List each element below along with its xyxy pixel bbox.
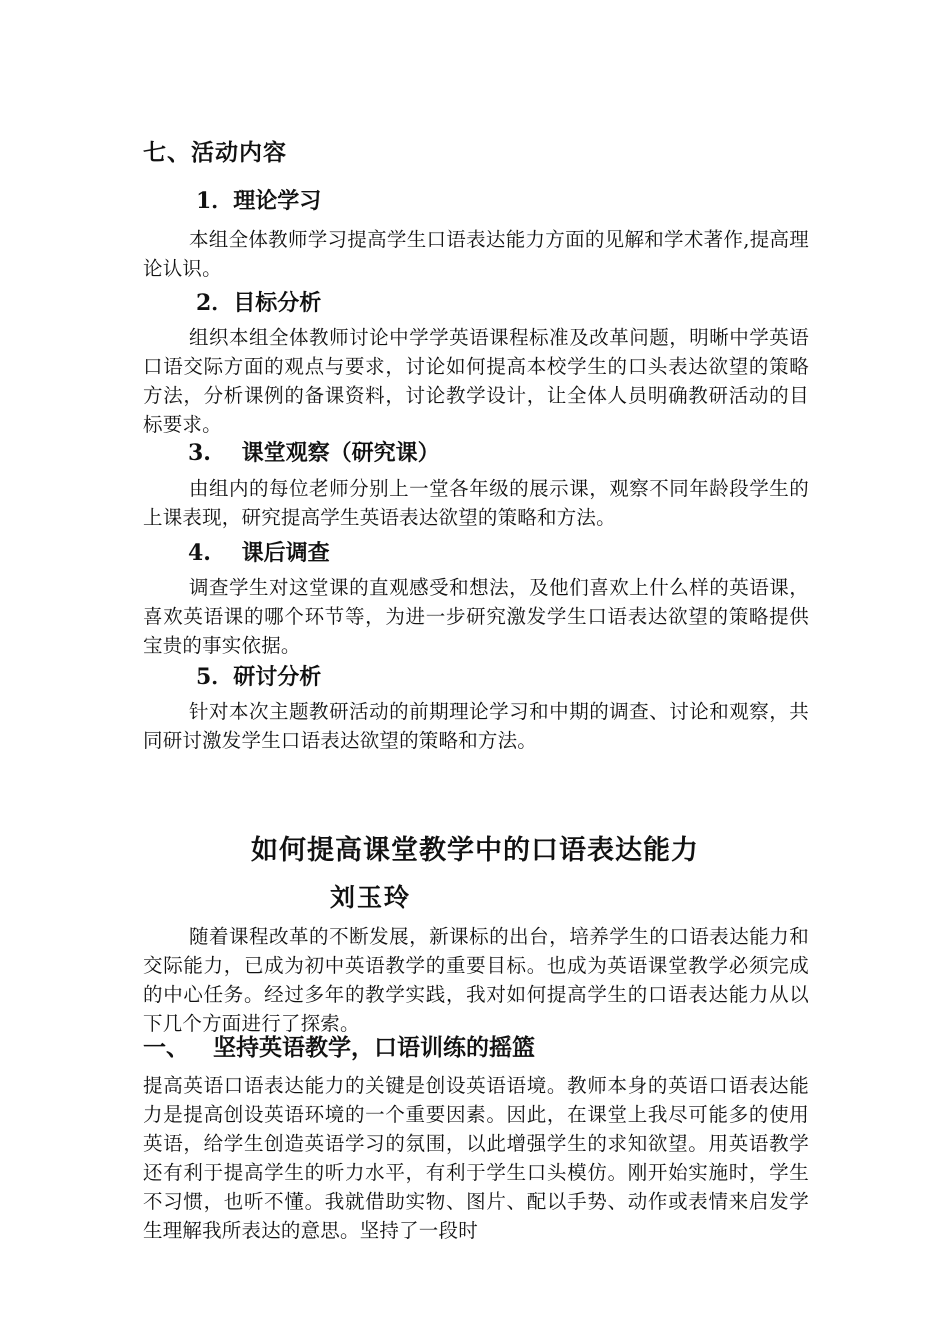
article-part1-paragraph: 提高英语口语表达能力的关键是创设英语语境。教师本身的英语口语表达能力是提高创设英语环境的一个重要因素。因此，在课堂上我尽可能多的使用英语，给学生创造英语学习的氛围，以此增强学生的求知欲望。用英语教学还有利于提高学生的听力水平，有利于学生口头模仿。刚开始实施时，学生不习惯，也听不懂。我就借助实物、图片、配以手势、动作或表情来启发学生理解我所表达的意思。坚持了一段时 (143, 1074, 809, 1242)
article-author: 刘玉玲 (330, 883, 412, 912)
subheading-goal-analysis: 2．目标分析 (196, 290, 322, 316)
subheading-theory-study: 1．理论学习 (196, 188, 322, 214)
paragraph-discussion-analysis: 针对本次主题教研活动的前期理论学习和中期的调查、讨论和观察，共同研讨激发学生口语表达欲望的策略和方法。 (143, 700, 809, 752)
subheading-discussion-analysis: 5．研讨分析 (196, 664, 322, 690)
section-title: 七、活动内容 (143, 139, 287, 166)
paragraph-theory-study: 本组全体教师学习提高学生口语表达能力方面的见解和学术著作,提高理论认识。 (143, 228, 809, 280)
article-intro-paragraph: 随着课程改革的不断发展，新课标的出台，培养学生的口语表达能力和交际能力，已成为初中英语教学的重要目标。也成为英语课堂教学必须完成的中心任务。经过多年的教学实践，我对如何提高学生的口语表达能力从以下几个方面进行了探索。 (143, 925, 809, 1035)
paragraph-goal-analysis: 组织本组全体教师讨论中学学英语课程标准及改革问题，明晰中学英语口语交际方面的观点与要求，讨论如何提高本校学生的口头表达欲望的策略方法，分析课例的备课资料，讨论教学设计，让全体人员明确教研活动的目标要求。 (143, 326, 809, 436)
article-title: 如何提高课堂教学中的口语表达能力 (251, 835, 699, 866)
subheading-after-class-survey: 4. 课后调查 (188, 540, 330, 566)
subheading-class-observation: 3. 课堂观察（研究课） (188, 440, 440, 466)
article-part1-heading: 一、 坚持英语教学，口语训练的摇篮 (143, 1034, 536, 1061)
paragraph-after-class-survey: 调查学生对这堂课的直观感受和想法，及他们喜欢上什么样的英语课，喜欢英语课的哪个环节等，为进一步研究激发学生口语表达欲望的策略提供宝贵的事实依据。 (143, 576, 809, 657)
paragraph-class-observation: 由组内的每位老师分别上一堂各年级的展示课，观察不同年龄段学生的上课表现，研究提高学生英语表达欲望的策略和方法。 (143, 477, 809, 529)
